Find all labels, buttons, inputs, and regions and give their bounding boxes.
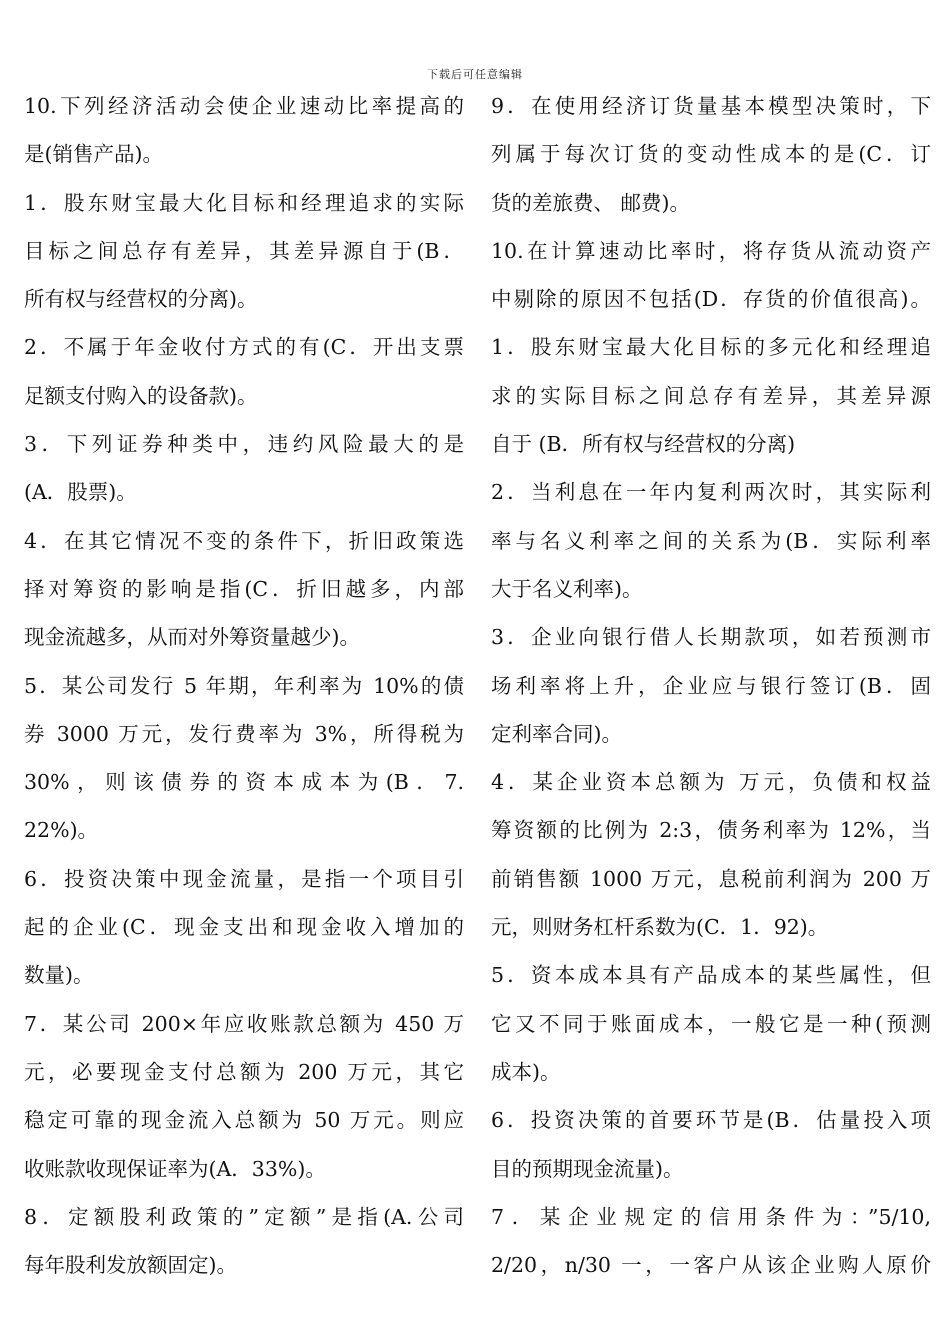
text-line: 2．不属于年金收付方式的有(C．开出支票 [24,335,464,360]
text-line: 9．在使用经济订货量基本模型决策时，下 [491,94,931,118]
text-line: 2．当利息在一年内复利两次时，其实际利 [491,480,931,505]
text-line: 每年股利发放额固定)。 [24,1253,237,1278]
text-line: 起的企业(C．现金支出和现金收入增加的 [24,915,464,940]
text-line: 现金流越多，从而对外筹资量越少)。 [24,625,360,650]
text-line: 1．股东财宝最大化目标的多元化和经理追 [491,335,931,360]
text-line: 3．下列证券种类中，违约风险最大的是 [24,432,464,457]
text-line: 所有权与经营权的分离)。 [24,287,258,312]
text-line: 22%)。 [24,818,99,843]
text-line: 中剔除的原因不包括(D．存货的价值很高)。 [491,287,931,312]
text-line: 大于名义利率)。 [491,576,643,601]
text-line: 稳定可靠的现金流入总额为 50 万元。则应 [24,1108,464,1133]
text-line: 券 3000 万元，发行费率为 3%，所得税为 [24,721,464,746]
text-line: 3．企业向银行借人长期款项，如若预测市 [491,625,931,650]
text-line: 它又不同于账面成本，一般它是一种(预测 [491,1011,931,1036]
text-line: 数量)。 [24,963,94,988]
text-line: 率与名义利率之间的关系为(B．实际利率 [491,528,931,553]
text-line: 自于 (B．所有权与经营权的分离) [491,432,796,457]
text-line: 2/20，n/30 一，一客户从该企业购人原价 [491,1253,931,1278]
text-line: 是(销售产品)。 [24,142,163,167]
text-line: 6．投资决策中现金流量，是指一个项目引 [24,866,464,891]
page-header: 下载后可任意编辑 [427,68,523,81]
text-line: 成本)。 [491,1059,561,1084]
text-line: 10.在计算速动比率时，将存货从流动资产 [491,238,931,263]
text-line: 目的预期现金流量)。 [491,1156,684,1181]
text-line: 10.下列经济活动会使企业速动比率提高的 [24,94,464,118]
text-line: 元，必要现金支付总额为 200 万元，其它 [24,1059,464,1084]
text-line: 7．某公司 200×年应收账款总额为 450 万 [24,1011,464,1036]
text-line: 元，则财务杠杆系数为(C．1．92)。 [491,915,829,940]
text-line: 定利率合同)。 [491,721,622,746]
text-line: 货的差旅费、 邮费)。 [491,190,691,215]
text-line: 1．股东财宝最大化目标和经理追求的实际 [24,190,464,215]
text-line: 30%，则该债券的资本成本为(B．7. [24,770,464,795]
text-line: 场利率将上升，企业应与银行签订(B．固 [491,673,931,698]
text-line: 择对筹资的影响是指(C．折旧越多，内部 [24,576,464,601]
text-line: 5．某公司发行 5 年期，年利率为 10%的债 [24,673,464,698]
text-line: 7．某企业规定的信用条件为：”5/10, [491,1204,931,1229]
text-line: 求的实际目标之间总存有差异，其差异源 [491,383,931,408]
text-line: 5．资本成本具有产品成本的某些属性，但 [491,963,931,988]
text-line: 4．某企业资本总额为 万元，负债和权益 [491,770,931,795]
text-line: (A．股票)。 [24,480,137,505]
left-column [24,82,464,1289]
text-line: 足额支付购入的设备款)。 [24,383,258,408]
right-column [491,82,931,1289]
text-line: 8．定额股利政策的”定额”是指(A.公司 [24,1204,464,1229]
text-line: 筹资额的比例为 2:3，债务利率为 12%，当 [491,818,931,843]
text-line: 6．投资决策的首要环节是(B．估量投入项 [491,1108,931,1133]
text-line: 收账款收现保证率为(A．33%)。 [24,1156,326,1181]
text-line: 目标之间总存有差异，其差异源自于(B． [24,238,464,263]
text-line: 4．在其它情况不变的条件下，折旧政策选 [24,528,464,553]
text-line: 前销售额 1000 万元，息税前利润为 200 万 [491,866,931,891]
text-line: 列属于每次订货的变动性成本的是(C．订 [491,142,931,167]
